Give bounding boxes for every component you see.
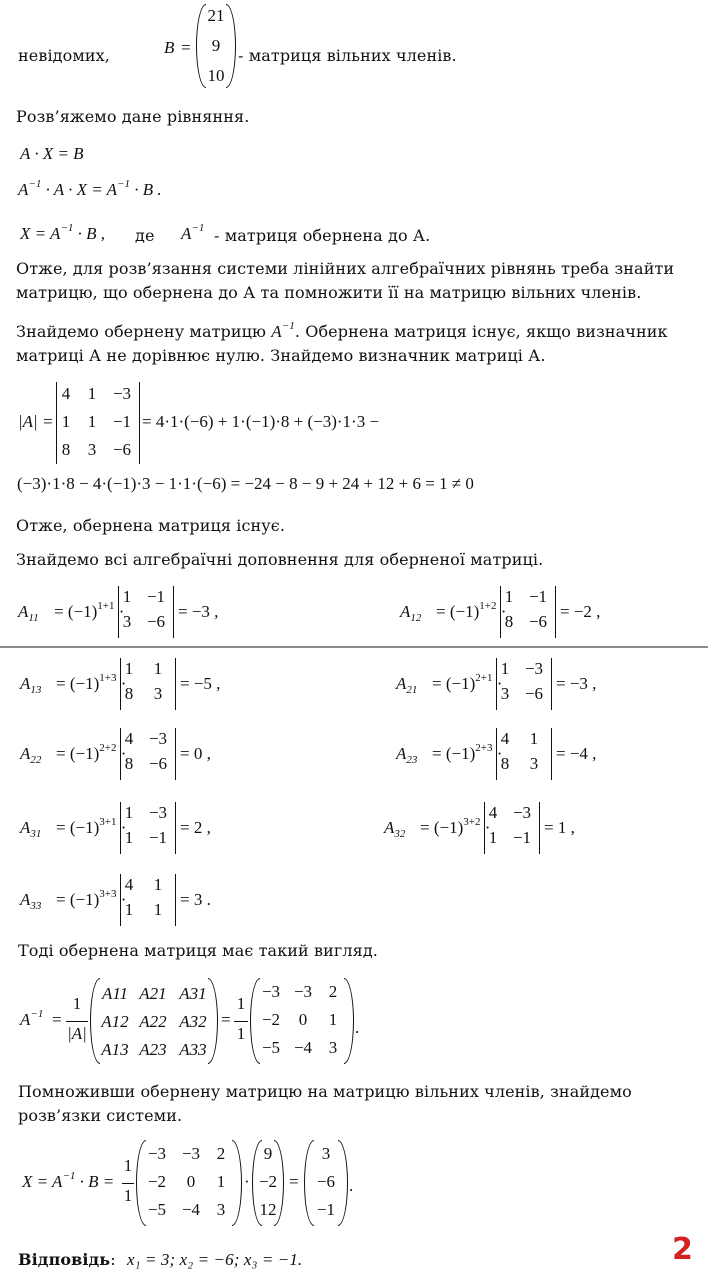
b-cell: 12 [259, 1200, 277, 1219]
cofactor-result: = −4 , [556, 744, 597, 763]
minor-cell: −3 [148, 803, 168, 822]
cofactor-result: = 1 , [544, 818, 575, 837]
minor-cell: −3 [148, 729, 168, 748]
page-divider [0, 646, 708, 648]
x-vector [304, 1140, 348, 1226]
inv-a: A [20, 1010, 31, 1029]
eq-a: A [181, 224, 192, 243]
minor-cell: 8 [504, 612, 514, 631]
cofactor-result: = 2 , [180, 818, 211, 837]
cofactor-result: = 0 , [180, 744, 211, 763]
solution-fraction [122, 1156, 134, 1216]
b-symbol: B [164, 38, 175, 57]
inv-cell: −3 [261, 982, 281, 1001]
minor-cell: 1 [153, 659, 163, 678]
eq-mid: · A · X = A [41, 180, 118, 199]
eq-sup: −1 [60, 222, 74, 234]
cofactor-sign: = $(-1)^{3+1}$ · [56, 816, 127, 837]
adj-cell: A12 [101, 1012, 129, 1031]
cofactor-name: $A_{32}$ [384, 818, 406, 840]
cofactor-power: 1+1 [97, 600, 115, 612]
det-cell: −3 [112, 384, 132, 403]
sol-cell: −5 [147, 1200, 167, 1219]
sol-cell: −4 [181, 1200, 201, 1219]
inverse-intro: Тоді обернена матриця має такий вигляд. [18, 941, 378, 960]
sol-sup: −1 [62, 1170, 76, 1182]
intro-text: Розв’яжемо дане рівняння. [16, 107, 250, 126]
cofactor-sign: = $(-1)^{1+3}$ · [56, 672, 127, 693]
minor-cell: 1 [153, 875, 163, 894]
cofactor-power: 3+2 [463, 816, 481, 828]
minor-cell: −6 [524, 684, 544, 703]
cofactor-minor [120, 874, 176, 926]
minor-cell: −6 [146, 612, 166, 631]
cofactor-minor [496, 658, 552, 710]
cofactor-power: 1+2 [479, 600, 497, 612]
fraction-bar [122, 1183, 134, 1184]
minor-cell: 1 [124, 900, 134, 919]
b-value: 21 [207, 6, 225, 25]
det-cell: −6 [112, 440, 132, 459]
minor-cell: −3 [512, 803, 532, 822]
adj-cell: A32 [179, 1012, 207, 1031]
x-cell: 3 [321, 1144, 331, 1163]
sol-cell: 3 [216, 1200, 226, 1219]
para2-text: Знайдемо обернену матрицю [16, 322, 272, 341]
cofactor-sign: = $(-1)^{1+1}$ · [54, 600, 125, 621]
inv-cell: 1 [328, 1010, 338, 1029]
equation-inverse-mult [18, 180, 162, 200]
cofactor-minor [120, 802, 176, 854]
minor-cell: −3 [524, 659, 544, 678]
sol-cell: −3 [181, 1144, 201, 1163]
minor-cell: 1 [504, 587, 514, 606]
eq-a: A [18, 180, 29, 199]
cofactor-name: $A_{22}$ [20, 744, 42, 766]
cofactor-sign: = $(-1)^{2+3}$ · [432, 742, 503, 763]
minor-cell: 4 [488, 803, 498, 822]
minor-cell: −1 [512, 828, 532, 847]
det-expr2: (−3)·1·8 − 4·(−1)·3 − 1·1·(−6) = −24 − 8 − 9 + 24 + 12 + 6 = 1 ≠ 0 [17, 474, 474, 493]
b-cell: 9 [263, 1144, 273, 1163]
para2-line1 [16, 322, 668, 342]
cofactor-index: 32 [394, 828, 406, 840]
solution-eq: = [289, 1172, 299, 1191]
det-cell: 4 [61, 384, 71, 403]
answer-values: x₁ = 3; x₂ = −6; x₃ = −1. [126, 1250, 303, 1269]
cofactor-power: 3+1 [99, 816, 117, 828]
fraction-1-over-detA [66, 994, 88, 1054]
x-cell: −6 [316, 1172, 336, 1191]
adj-cell: A22 [139, 1012, 167, 1031]
adj-cell: A11 [101, 984, 129, 1003]
inverse-lhs [20, 1010, 43, 1030]
cofactor-sign: = $(-1)^{3+2}$ · [420, 816, 491, 837]
b-value: 10 [207, 66, 225, 85]
cofactor-result: = −3 , [178, 602, 219, 621]
det-lhs: |A| = [18, 412, 54, 431]
minor-cell: −1 [148, 828, 168, 847]
cofactor-power: 2+3 [475, 742, 493, 754]
cofactor-sign: = $(-1)^{2+2}$ · [56, 742, 127, 763]
minor-cell: 1 [529, 729, 539, 748]
adj-cell: A33 [179, 1040, 207, 1059]
cofactor-minor [484, 802, 540, 854]
fraction-num: 1 [72, 994, 82, 1013]
minor-cell: 8 [500, 754, 510, 773]
inverse-eq2: = [221, 1010, 231, 1029]
inverse-end: . [355, 1018, 360, 1037]
inverse-eq: = [52, 1010, 62, 1029]
inv-cell: 0 [298, 1010, 308, 1029]
minor-cell: 1 [122, 587, 132, 606]
eq-sup: −1 [191, 222, 205, 234]
cofactor-minor [120, 658, 176, 710]
cofactor-index: 21 [406, 684, 418, 696]
para2-sup: −1 [281, 320, 295, 332]
answer-line [18, 1250, 302, 1270]
multiply-intro-line2: розв’язки системи. [18, 1106, 183, 1125]
x-cell: −1 [316, 1200, 336, 1219]
solution-lhs [22, 1172, 114, 1192]
solution-dot: · [244, 1172, 250, 1191]
para1-line1: Отже, для розв’язання системи лінійних алгебраїчних рівнянь треба знайти [16, 259, 675, 278]
minor-cell: 4 [500, 729, 510, 748]
b-equals: = [181, 38, 191, 57]
cofactor-index: 12 [410, 612, 422, 624]
minor-cell: 3 [153, 684, 163, 703]
text-free-terms: - матриця вільних членів. [238, 46, 457, 65]
minor-cell: 1 [124, 828, 134, 847]
cofactor-minor [118, 586, 174, 638]
minor-cell: 3 [500, 684, 510, 703]
det-cell: 8 [61, 440, 71, 459]
minor-cell: −1 [146, 587, 166, 606]
sol-cell: 1 [216, 1172, 226, 1191]
eq-sup: −1 [117, 178, 130, 190]
eq-end: · B , [73, 224, 106, 243]
sol-cell: −3 [147, 1144, 167, 1163]
cofactor-name: $A_{13}$ [20, 674, 42, 696]
cofactor-name: $A_{11}$ [18, 602, 39, 624]
page-number: 2 [672, 1232, 693, 1267]
eq-a: X = A [20, 224, 61, 243]
det-expr1: = 4·1·(−6) + 1·(−1)·8 + (−3)·1·3 − [142, 412, 380, 431]
multiply-intro-line1: Помноживши обернену матрицю на матрицю вільних членів, знайдемо [18, 1082, 632, 1101]
minor-cell: 1 [124, 803, 134, 822]
sol-mid: · B = [75, 1172, 115, 1191]
cofactor-index: 31 [30, 828, 42, 840]
cofactors-intro: Знайдемо всі алгебраїчні доповнення для оберненої матриці. [16, 550, 544, 569]
cofactor-name: $A_{23}$ [396, 744, 418, 766]
minor-cell: 4 [124, 729, 134, 748]
fraction-num: 1 [123, 1156, 133, 1175]
fraction-num: 1 [236, 994, 246, 1013]
inv-cell: 3 [328, 1038, 338, 1057]
inv-cell: −2 [261, 1010, 281, 1029]
cofactor-result: = −2 , [560, 602, 601, 621]
det-matrix [56, 382, 140, 464]
inv-cell: −4 [293, 1038, 313, 1057]
sol-x: X = A [22, 1172, 63, 1191]
det-cell: 1 [87, 384, 97, 403]
cofactor-power: 3+3 [99, 888, 117, 900]
para1-line2: матрицю, що обернена до А та помножити її на матрицю вільних членів. [16, 283, 642, 302]
minor-cell: 1 [124, 659, 134, 678]
det-cell: 3 [87, 440, 97, 459]
equation-x-solution [20, 224, 105, 244]
cofactor-index: 13 [30, 684, 42, 696]
cofactor-index: 11 [28, 612, 39, 624]
cofactor-index: 22 [30, 754, 42, 766]
inverse-values-matrix [250, 978, 354, 1064]
b-value: 9 [211, 36, 221, 55]
cofactor-sign: = $(-1)^{2+1}$ · [432, 672, 503, 693]
para2-line2: матриці А не дорівнює нулю. Знайдемо визначник матриці А. [16, 346, 546, 365]
minor-cell: −1 [528, 587, 548, 606]
cofactor-name: $A_{12}$ [400, 602, 422, 624]
cofactor-result: = 3 . [180, 890, 211, 909]
adj-cell: A31 [179, 984, 207, 1003]
minor-cell: 8 [124, 754, 134, 773]
sol-cell: −2 [147, 1172, 167, 1191]
cofactor-result: = −3 , [556, 674, 597, 693]
cofactor-power: 2+2 [99, 742, 117, 754]
adj-cell: A21 [139, 984, 167, 1003]
para2-text: . Обернена матриця існує, якщо визначник [294, 322, 668, 341]
cofactor-name: $A_{31}$ [20, 818, 42, 840]
answer-label: Відповідь [18, 1250, 111, 1269]
sol-cell: 2 [216, 1144, 226, 1163]
cofactor-index: 23 [406, 754, 418, 766]
adj-cell: A13 [101, 1040, 129, 1059]
minor-cell: −6 [148, 754, 168, 773]
fraction-den: 1 [123, 1186, 133, 1205]
cofactor-power: 2+1 [475, 672, 493, 684]
fraction-den: |A| [67, 1024, 87, 1043]
det-cell: 1 [87, 412, 97, 431]
inv-sup: −1 [30, 1008, 44, 1020]
minor-cell: 1 [488, 828, 498, 847]
cofactor-power: 1+3 [99, 672, 117, 684]
inverse-exists-text: Отже, обернена матриця існує. [16, 516, 286, 535]
sol-cell: 0 [186, 1172, 196, 1191]
det-cell: 1 [61, 412, 71, 431]
eq-sup: −1 [28, 178, 42, 190]
inv-cell: −5 [261, 1038, 281, 1057]
cofactor-name: $A_{21}$ [396, 674, 418, 696]
minor-cell: 4 [124, 875, 134, 894]
adj-cell: A23 [139, 1040, 167, 1059]
det-cell: −1 [112, 412, 132, 431]
inverse-symbol [181, 224, 204, 244]
minor-cell: −6 [528, 612, 548, 631]
minor-cell: 8 [124, 684, 134, 703]
fraction-bar [66, 1021, 88, 1022]
text-de: де [135, 226, 155, 245]
fraction-den: 1 [236, 1024, 246, 1043]
fraction-1-over-1 [234, 994, 248, 1054]
eq-end: · B . [129, 180, 162, 199]
b-cell: −2 [258, 1172, 278, 1191]
cofactor-sign: = $(-1)^{3+3}$ · [56, 888, 127, 909]
adjugate-matrix [90, 978, 218, 1064]
cofactor-sign: = $(-1)^{1+2}$ · [436, 600, 507, 621]
cofactor-minor [496, 728, 552, 780]
inv-cell: 2 [328, 982, 338, 1001]
minor-cell: 1 [153, 900, 163, 919]
b-vector [252, 1140, 284, 1226]
inv-cell: −3 [293, 982, 313, 1001]
fraction-bar [234, 1021, 248, 1022]
cofactor-minor [500, 586, 556, 638]
answer-colon: : [110, 1250, 116, 1269]
cofactor-minor [120, 728, 176, 780]
solution-end: . [349, 1176, 354, 1195]
minor-cell: 3 [529, 754, 539, 773]
cofactor-result: = −5 , [180, 674, 221, 693]
minor-cell: 3 [122, 612, 132, 631]
minor-cell: 1 [500, 659, 510, 678]
equation-ax-b: A · X = B [20, 144, 84, 163]
text-inverse-desc: - матриця обернена до А. [214, 226, 431, 245]
cofactor-name: $A_{33}$ [20, 890, 42, 912]
para2-a: A [271, 322, 282, 341]
cofactor-index: 33 [30, 900, 42, 912]
text-unknowns: невідомих, [18, 46, 110, 65]
solution-matrix [136, 1140, 242, 1226]
b-column-matrix [196, 4, 236, 88]
